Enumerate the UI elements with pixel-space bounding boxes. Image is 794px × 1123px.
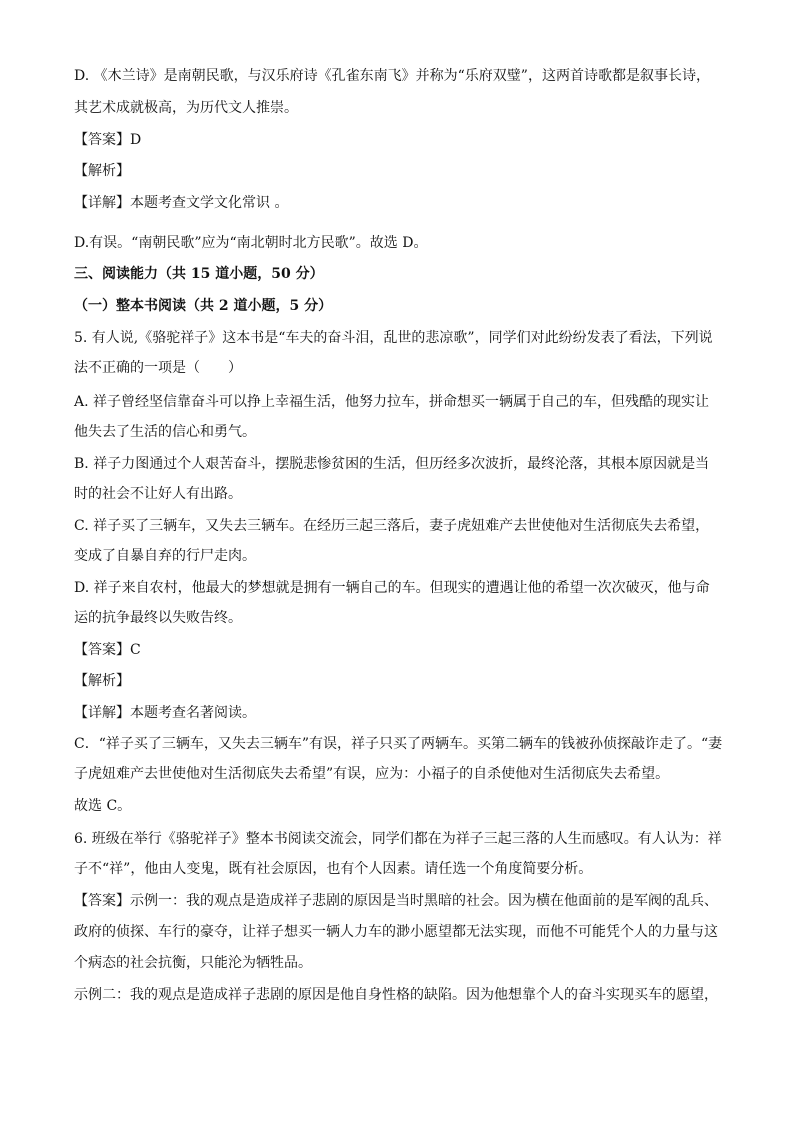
analysis-label-5: 【解析】 [74,673,130,689]
option-c-line-2: 变成了自暴自弃的行尸走肉。 [74,548,256,564]
option-d5-line-2: 运的抗争最终以失败告终。 [74,610,242,626]
detail-line-4: 【详解】本题考查文学文化常识 。 [74,195,289,211]
detail-line-4b: D.有误。“南朝民歌”应为“南北朝时北方民歌”。故选 D。 [74,235,428,251]
option-c-line-1: C. 祥子买了三辆车，又失去三辆车。在经历三起三落后，妻子虎妞难产去世使他对生活彻底失去希望， [74,518,710,534]
answer-6-line-2: 政府的侦探、车行的豪夺，让祥子想买一辆人力车的渺小愿望都无法实现，而他不可能凭个人的力量与这 [74,924,718,940]
question-5-line-2: 法不正确的一项是（ ） [74,360,242,376]
question-5-line-1: 5. 有人说,《骆驼祥子》这本书是“车夫的奋斗泪，乱世的悲凉歌”，同学们对此纷纷发表了看法，下列说 [74,330,713,346]
detail-line-5: 【详解】本题考查名著阅读。 [74,705,256,721]
conclusion-5: 故选 C。 [74,798,132,814]
answer-6-line-4: 示例二：我的观点是造成祥子悲剧的原因是他自身性格的缺陷。因为他想靠个人的奋斗实现买车的愿望， [74,987,718,1003]
option-a-line-1: A. 祥子曾经坚信靠奋斗可以挣上幸福生活，他努力拉车，拼命想买一辆属于自己的车，但残酷的现实让 [74,394,710,410]
subsection-heading-1: （一）整本书阅读（共 2 道小题，5 分） [74,298,333,314]
question-6-line-1: 6. 班级在举行《骆驼祥子》整本书阅读交流会，同学们都在为祥子三起三落的人生而感叹。有人认为：祥 [74,831,722,847]
option-d-line-1: D. 《木兰诗》是南朝民歌，与汉乐府诗《孔雀东南飞》并称为“乐府双璧”，这两首诗歌都是叙事长诗， [74,68,710,84]
analysis-label-4: 【解析】 [74,163,130,179]
explanation-5-line-1: C．“祥子买了三辆车，又失去三辆车”有误，祥子只买了两辆车。买第二辆车的钱被孙侦探敲诈走了。“妻 [74,736,723,752]
answer-6-line-1: 【答案】示例一：我的观点是造成祥子悲剧的原因是当时黑暗的社会。因为横在他面前的是军阀的乱兵、 [74,893,718,909]
answer-label-4: 【答案】D [74,132,142,148]
option-b-line-2: 时的社会不让好人有出路。 [74,486,242,502]
option-d-line-2: 其艺术成就极高，为历代文人推崇。 [74,100,298,116]
question-6-line-2: 子不“祥”，他由人变鬼，既有社会原因，也有个人因素。请任选一个角度简要分析。 [74,861,593,877]
option-a-line-2: 他失去了生活的信心和勇气。 [74,424,256,440]
explanation-5-line-2: 子虎妞难产去世使他对生活彻底失去希望”有误，应为：小福子的自杀使他对生活彻底失去希望。 [74,766,670,782]
answer-6-line-3: 个病态的社会抗衡，只能沦为牺牲品。 [74,955,312,971]
option-d5-line-1: D. 祥子来自农村，他最大的梦想就是拥有一辆自己的车。但现实的遭遇让他的希望一次次破灭，他与命 [74,580,710,596]
answer-label-5: 【答案】C [74,642,141,658]
option-b-line-1: B. 祥子力图通过个人艰苦奋斗，摆脱悲惨贫困的生活，但历经多次波折，最终沦落，其根本原因就是当 [74,456,710,472]
section-heading-3: 三、阅读能力（共 15 道小题，50 分） [74,266,324,282]
